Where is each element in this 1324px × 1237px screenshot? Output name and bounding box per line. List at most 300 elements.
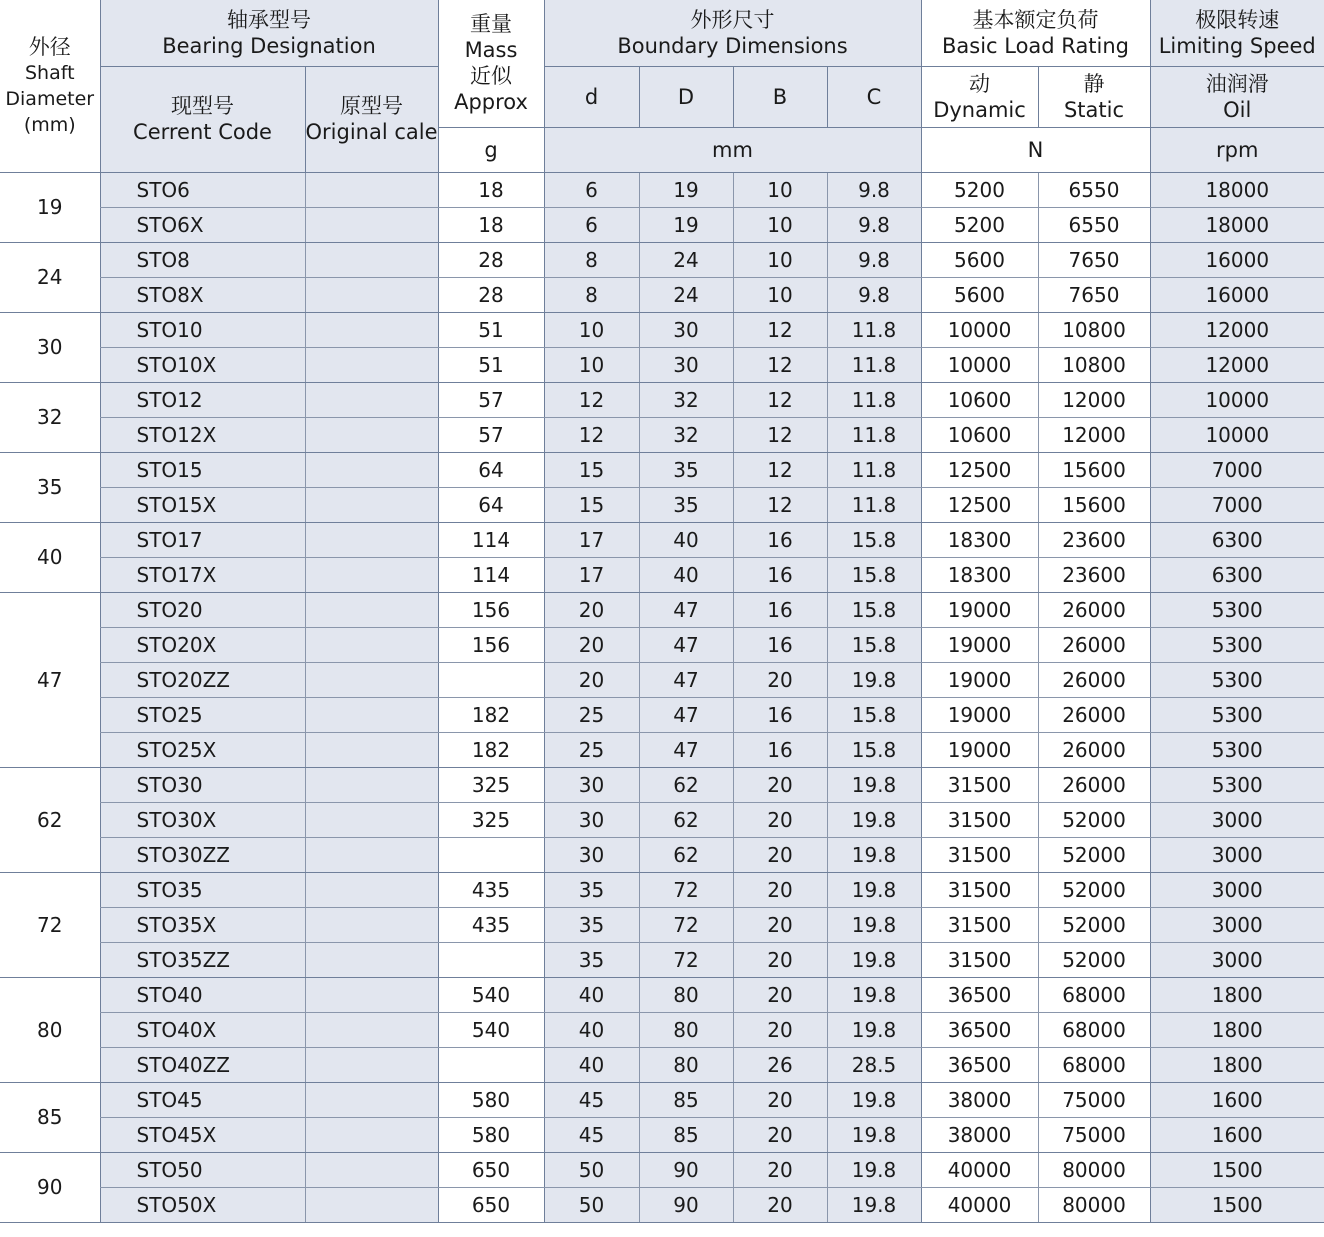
load-unit: N — [921, 127, 1150, 172]
dim-c-cell: 19.8 — [827, 907, 921, 942]
shaft-diameter-header: 外径 Shaft Diameter (mm) — [0, 0, 100, 172]
dim-outer-cell: 90 — [639, 1187, 733, 1222]
dim-c-cell: 15.8 — [827, 557, 921, 592]
speed-cell: 16000 — [1150, 277, 1324, 312]
mass-cell: 51 — [438, 347, 544, 382]
original-code-cell — [305, 977, 438, 1012]
static-load-cell: 52000 — [1038, 802, 1150, 837]
speed-cell: 1600 — [1150, 1117, 1324, 1152]
dynamic-load-cell: 12500 — [921, 487, 1038, 522]
static-load-cell: 52000 — [1038, 872, 1150, 907]
dynamic-load-cell: 19000 — [921, 697, 1038, 732]
dim-d-cell: 40 — [544, 1047, 639, 1082]
dim-d-cell: 30 — [544, 802, 639, 837]
speed-cell: 10000 — [1150, 417, 1324, 452]
dynamic-load-cell: 31500 — [921, 767, 1038, 802]
speed-cell: 1600 — [1150, 1082, 1324, 1117]
mass-cell: 28 — [438, 277, 544, 312]
static-load-cell: 23600 — [1038, 557, 1150, 592]
current-code-cell: STO30X — [100, 802, 305, 837]
dynamic-load-cell: 19000 — [921, 592, 1038, 627]
dim-b-cell: 16 — [733, 557, 827, 592]
dim-outer-cell: 80 — [639, 1012, 733, 1047]
table-row — [0, 1047, 1324, 1082]
table-row — [0, 522, 1324, 557]
static-load-cell: 23600 — [1038, 522, 1150, 557]
dim-c-cell: 9.8 — [827, 172, 921, 207]
table-row — [0, 242, 1324, 277]
dim-c-cell: 9.8 — [827, 242, 921, 277]
dim-d-cell: 15 — [544, 452, 639, 487]
original-code-cell — [305, 697, 438, 732]
dim-b-cell: 12 — [733, 312, 827, 347]
dim-b-cell: 20 — [733, 1152, 827, 1187]
speed-cell: 5300 — [1150, 732, 1324, 767]
mass-cell: 580 — [438, 1082, 544, 1117]
dim-outer-cell: 85 — [639, 1082, 733, 1117]
current-code-cell: STO30 — [100, 767, 305, 802]
original-code-cell — [305, 627, 438, 662]
dim-c-cell: 11.8 — [827, 382, 921, 417]
dynamic-load-cell: 38000 — [921, 1082, 1038, 1117]
original-code-cell — [305, 417, 438, 452]
speed-cell: 12000 — [1150, 347, 1324, 382]
original-code-cell — [305, 207, 438, 242]
speed-cell: 6300 — [1150, 557, 1324, 592]
mass-cell: 51 — [438, 312, 544, 347]
dim-c-cell: 11.8 — [827, 452, 921, 487]
dim-b-cell: 20 — [733, 837, 827, 872]
table-row — [0, 277, 1324, 312]
static-load-cell: 7650 — [1038, 242, 1150, 277]
bearing-designation-header: 轴承型号 Bearing Designation — [100, 0, 438, 66]
speed-cell: 1800 — [1150, 1047, 1324, 1082]
current-code-cell: STO6 — [100, 172, 305, 207]
dim-d-cell: 6 — [544, 172, 639, 207]
original-code-cell — [305, 732, 438, 767]
dim-d-cell: 12 — [544, 417, 639, 452]
dim-c-cell: 19.8 — [827, 1117, 921, 1152]
dim-d-cell: 35 — [544, 907, 639, 942]
current-code-cell: STO30ZZ — [100, 837, 305, 872]
current-code-cell: STO40 — [100, 977, 305, 1012]
mass-cell: 64 — [438, 452, 544, 487]
static-load-cell: 52000 — [1038, 907, 1150, 942]
dimensions-unit: mm — [544, 127, 921, 172]
current-code-cell: STO20X — [100, 627, 305, 662]
shaft-diameter-cell: 85 — [0, 1082, 100, 1152]
speed-cell: 6300 — [1150, 522, 1324, 557]
table-row — [0, 557, 1324, 592]
table-row — [0, 172, 1324, 207]
dynamic-header: 动 Dynamic — [921, 66, 1038, 127]
static-load-cell: 7650 — [1038, 277, 1150, 312]
static-load-cell: 75000 — [1038, 1082, 1150, 1117]
static-load-cell: 6550 — [1038, 207, 1150, 242]
mass-cell — [438, 1047, 544, 1082]
dim-c-cell: 15.8 — [827, 592, 921, 627]
dynamic-load-cell: 31500 — [921, 907, 1038, 942]
speed-cell: 12000 — [1150, 312, 1324, 347]
speed-cell: 3000 — [1150, 907, 1324, 942]
mass-cell: 57 — [438, 382, 544, 417]
mass-cell: 650 — [438, 1187, 544, 1222]
current-code-cell: STO12X — [100, 417, 305, 452]
dim-d-cell: 25 — [544, 732, 639, 767]
static-load-cell: 10800 — [1038, 347, 1150, 382]
static-load-cell: 26000 — [1038, 662, 1150, 697]
dim-d-cell: 8 — [544, 277, 639, 312]
table-row — [0, 697, 1324, 732]
table-row — [0, 977, 1324, 1012]
current-code-cell: STO17 — [100, 522, 305, 557]
dim-outer-cell: 40 — [639, 557, 733, 592]
current-code-cell: STO35ZZ — [100, 942, 305, 977]
dynamic-load-cell: 40000 — [921, 1187, 1038, 1222]
dim-outer-cell: 32 — [639, 417, 733, 452]
dim-outer-cell: 24 — [639, 242, 733, 277]
dim-c-cell: 19.8 — [827, 662, 921, 697]
original-code-cell — [305, 1187, 438, 1222]
original-code-cell — [305, 487, 438, 522]
speed-cell: 1500 — [1150, 1152, 1324, 1187]
mass-cell: 114 — [438, 522, 544, 557]
dim-c-cell: 11.8 — [827, 312, 921, 347]
current-code-header: 现型号 Cerrent Code — [100, 66, 305, 172]
dynamic-load-cell: 5200 — [921, 207, 1038, 242]
mass-cell: 650 — [438, 1152, 544, 1187]
dim-d-cell: 20 — [544, 627, 639, 662]
dim-outer-cell: 47 — [639, 627, 733, 662]
mass-cell — [438, 942, 544, 977]
dynamic-load-cell: 19000 — [921, 662, 1038, 697]
static-load-cell: 12000 — [1038, 417, 1150, 452]
original-code-cell — [305, 767, 438, 802]
table-row — [0, 1082, 1324, 1117]
dim-b-cell: 10 — [733, 242, 827, 277]
current-code-cell: STO20 — [100, 592, 305, 627]
static-load-cell: 26000 — [1038, 592, 1150, 627]
mass-cell — [438, 662, 544, 697]
shaft-diameter-cell: 35 — [0, 452, 100, 522]
dim-d-cell: 40 — [544, 1012, 639, 1047]
dim-outer-cell: 47 — [639, 662, 733, 697]
dim-b-cell: 16 — [733, 732, 827, 767]
table-row — [0, 382, 1324, 417]
dim-c-cell: 19.8 — [827, 977, 921, 1012]
table-row — [0, 1117, 1324, 1152]
original-code-cell — [305, 242, 438, 277]
mass-cell: 580 — [438, 1117, 544, 1152]
basic-load-rating-header: 基本额定负荷 Basic Load Rating — [921, 0, 1150, 66]
shaft-diameter-cell: 80 — [0, 977, 100, 1082]
dim-d-cell: 50 — [544, 1152, 639, 1187]
dim-d-cell: 40 — [544, 977, 639, 1012]
dim-b-cell: 10 — [733, 207, 827, 242]
dim-c-cell: 19.8 — [827, 1012, 921, 1047]
original-code-cell — [305, 872, 438, 907]
table-row — [0, 1012, 1324, 1047]
table-row — [0, 487, 1324, 522]
speed-cell: 1800 — [1150, 977, 1324, 1012]
current-code-cell: STO10X — [100, 347, 305, 382]
dim-outer-cell: 80 — [639, 977, 733, 1012]
static-load-cell: 68000 — [1038, 1047, 1150, 1082]
dim-b-cell: 12 — [733, 347, 827, 382]
dim-d-cell: 45 — [544, 1117, 639, 1152]
dim-c-cell: 9.8 — [827, 207, 921, 242]
dim-b-cell: 10 — [733, 172, 827, 207]
original-code-cell — [305, 1117, 438, 1152]
table-row — [0, 1187, 1324, 1222]
dim-b-cell: 10 — [733, 277, 827, 312]
shaft-diameter-cell: 90 — [0, 1152, 100, 1222]
dim-outer-cell: 80 — [639, 1047, 733, 1082]
table-row — [0, 592, 1324, 627]
table-row — [0, 942, 1324, 977]
dim-b-cell: 12 — [733, 487, 827, 522]
dynamic-load-cell: 10000 — [921, 347, 1038, 382]
dynamic-load-cell: 18300 — [921, 557, 1038, 592]
table-row — [0, 452, 1324, 487]
dim-b-cell: 16 — [733, 522, 827, 557]
dim-outer-cell: 24 — [639, 277, 733, 312]
dim-d-cell: 30 — [544, 837, 639, 872]
table-row — [0, 417, 1324, 452]
dim-d-cell: 10 — [544, 312, 639, 347]
current-code-cell: STO45X — [100, 1117, 305, 1152]
boundary-dimensions-header: 外形尺寸 Boundary Dimensions — [544, 0, 921, 66]
original-code-cell — [305, 347, 438, 382]
speed-cell: 5300 — [1150, 697, 1324, 732]
dim-b-cell: 20 — [733, 802, 827, 837]
speed-cell: 5300 — [1150, 627, 1324, 662]
dim-outer-cell: 19 — [639, 172, 733, 207]
static-load-cell: 80000 — [1038, 1152, 1150, 1187]
static-load-cell: 68000 — [1038, 1012, 1150, 1047]
dim-c-cell: 15.8 — [827, 522, 921, 557]
mass-cell: 182 — [438, 697, 544, 732]
dim-outer-cell: 72 — [639, 942, 733, 977]
table-row — [0, 627, 1324, 662]
mass-cell — [438, 837, 544, 872]
static-load-cell: 68000 — [1038, 977, 1150, 1012]
dim-b-cell: 20 — [733, 977, 827, 1012]
dynamic-load-cell: 36500 — [921, 1047, 1038, 1082]
speed-unit: rpm — [1150, 127, 1324, 172]
dim-bore-outer-header: D — [639, 66, 733, 127]
dynamic-load-cell: 19000 — [921, 627, 1038, 662]
static-load-cell: 15600 — [1038, 452, 1150, 487]
dim-d-cell: 50 — [544, 1187, 639, 1222]
table-row — [0, 662, 1324, 697]
table-row — [0, 732, 1324, 767]
original-code-cell — [305, 1012, 438, 1047]
dim-outer-cell: 90 — [639, 1152, 733, 1187]
dim-c-cell: 19.8 — [827, 837, 921, 872]
shaft-diameter-cell: 47 — [0, 592, 100, 767]
shaft-diameter-cell: 19 — [0, 172, 100, 242]
dim-d-cell: 8 — [544, 242, 639, 277]
table-row — [0, 347, 1324, 382]
speed-cell: 7000 — [1150, 487, 1324, 522]
current-code-cell: STO50X — [100, 1187, 305, 1222]
current-code-cell: STO45 — [100, 1082, 305, 1117]
current-code-cell: STO35X — [100, 907, 305, 942]
mass-cell: 540 — [438, 977, 544, 1012]
original-code-cell — [305, 382, 438, 417]
dim-outer-cell: 72 — [639, 872, 733, 907]
dynamic-load-cell: 10600 — [921, 417, 1038, 452]
mass-cell: 435 — [438, 872, 544, 907]
dim-outer-cell: 32 — [639, 382, 733, 417]
speed-cell: 5300 — [1150, 767, 1324, 802]
dim-d-cell: 12 — [544, 382, 639, 417]
mass-cell: 435 — [438, 907, 544, 942]
dim-c-cell: 19.8 — [827, 942, 921, 977]
original-code-cell — [305, 172, 438, 207]
original-code-cell — [305, 1082, 438, 1117]
mass-cell: 325 — [438, 767, 544, 802]
speed-cell: 3000 — [1150, 942, 1324, 977]
original-code-cell — [305, 662, 438, 697]
dim-outer-cell: 62 — [639, 802, 733, 837]
mass-cell: 325 — [438, 802, 544, 837]
current-code-cell: STO25X — [100, 732, 305, 767]
current-code-cell: STO20ZZ — [100, 662, 305, 697]
original-code-cell — [305, 277, 438, 312]
speed-cell: 5300 — [1150, 592, 1324, 627]
dim-d-cell: 45 — [544, 1082, 639, 1117]
static-header: 静 Static — [1038, 66, 1150, 127]
speed-cell: 3000 — [1150, 802, 1324, 837]
current-code-cell: STO8X — [100, 277, 305, 312]
dynamic-load-cell: 10600 — [921, 382, 1038, 417]
dim-outer-cell: 85 — [639, 1117, 733, 1152]
dim-c-header: C — [827, 66, 921, 127]
current-code-cell: STO40ZZ — [100, 1047, 305, 1082]
speed-cell: 1800 — [1150, 1012, 1324, 1047]
speed-cell: 3000 — [1150, 837, 1324, 872]
static-load-cell: 10800 — [1038, 312, 1150, 347]
mass-cell: 182 — [438, 732, 544, 767]
original-code-cell — [305, 942, 438, 977]
dim-d-cell: 30 — [544, 767, 639, 802]
original-code-cell — [305, 1047, 438, 1082]
mass-cell: 28 — [438, 242, 544, 277]
table-row — [0, 872, 1324, 907]
mass-cell: 18 — [438, 172, 544, 207]
current-code-cell: STO40X — [100, 1012, 305, 1047]
mass-cell: 57 — [438, 417, 544, 452]
dim-d-cell: 35 — [544, 942, 639, 977]
shaft-diameter-cell: 62 — [0, 767, 100, 872]
dynamic-load-cell: 36500 — [921, 977, 1038, 1012]
dim-d-cell: 25 — [544, 697, 639, 732]
speed-cell: 18000 — [1150, 172, 1324, 207]
dim-b-cell: 16 — [733, 697, 827, 732]
current-code-cell: STO50 — [100, 1152, 305, 1187]
speed-cell: 16000 — [1150, 242, 1324, 277]
dim-b-cell: 20 — [733, 1117, 827, 1152]
original-code-cell — [305, 592, 438, 627]
shaft-diameter-cell: 32 — [0, 382, 100, 452]
static-load-cell: 15600 — [1038, 487, 1150, 522]
original-code-cell — [305, 1152, 438, 1187]
dim-c-cell: 19.8 — [827, 1082, 921, 1117]
dim-b-cell: 20 — [733, 767, 827, 802]
static-load-cell: 52000 — [1038, 942, 1150, 977]
dynamic-load-cell: 36500 — [921, 1012, 1038, 1047]
dim-d-cell: 35 — [544, 872, 639, 907]
dynamic-load-cell: 18300 — [921, 522, 1038, 557]
dynamic-load-cell: 12500 — [921, 452, 1038, 487]
mass-cell: 18 — [438, 207, 544, 242]
dim-outer-cell: 47 — [639, 732, 733, 767]
dim-c-cell: 28.5 — [827, 1047, 921, 1082]
dim-b-cell: 16 — [733, 592, 827, 627]
mass-cell: 156 — [438, 592, 544, 627]
dim-c-cell: 19.8 — [827, 802, 921, 837]
dim-d-cell: 6 — [544, 207, 639, 242]
dim-c-cell: 15.8 — [827, 627, 921, 662]
original-code-cell — [305, 452, 438, 487]
shaft-diameter-cell: 40 — [0, 522, 100, 592]
dynamic-load-cell: 5200 — [921, 172, 1038, 207]
mass-cell: 540 — [438, 1012, 544, 1047]
dim-outer-cell: 35 — [639, 452, 733, 487]
current-code-cell: STO15 — [100, 452, 305, 487]
dynamic-load-cell: 31500 — [921, 942, 1038, 977]
table-row — [0, 767, 1324, 802]
dim-c-cell: 19.8 — [827, 767, 921, 802]
dim-outer-cell: 62 — [639, 767, 733, 802]
dynamic-load-cell: 31500 — [921, 802, 1038, 837]
speed-cell: 3000 — [1150, 872, 1324, 907]
dynamic-load-cell: 38000 — [921, 1117, 1038, 1152]
static-load-cell: 6550 — [1038, 172, 1150, 207]
oil-header: 油润滑 Oil — [1150, 66, 1324, 127]
table-body — [0, 172, 1324, 1222]
dim-outer-cell: 19 — [639, 207, 733, 242]
dim-c-cell: 15.8 — [827, 697, 921, 732]
dynamic-load-cell: 5600 — [921, 277, 1038, 312]
original-code-header: 原型号 Original cale — [305, 66, 438, 172]
current-code-cell: STO6X — [100, 207, 305, 242]
static-load-cell: 26000 — [1038, 627, 1150, 662]
original-code-cell — [305, 802, 438, 837]
original-code-cell — [305, 907, 438, 942]
mass-unit: g — [438, 127, 544, 172]
static-load-cell: 75000 — [1038, 1117, 1150, 1152]
speed-cell: 10000 — [1150, 382, 1324, 417]
speed-cell: 18000 — [1150, 207, 1324, 242]
static-load-cell: 26000 — [1038, 697, 1150, 732]
current-code-cell: STO12 — [100, 382, 305, 417]
dim-d-cell: 10 — [544, 347, 639, 382]
current-code-cell: STO25 — [100, 697, 305, 732]
dim-b-header: B — [733, 66, 827, 127]
current-code-cell: STO10 — [100, 312, 305, 347]
table-row — [0, 907, 1324, 942]
dim-outer-cell: 30 — [639, 312, 733, 347]
dim-b-cell: 20 — [733, 907, 827, 942]
dim-b-cell: 20 — [733, 1187, 827, 1222]
table-row — [0, 312, 1324, 347]
dim-outer-cell: 47 — [639, 697, 733, 732]
dim-d-cell: 17 — [544, 557, 639, 592]
shaft-diameter-cell: 30 — [0, 312, 100, 382]
